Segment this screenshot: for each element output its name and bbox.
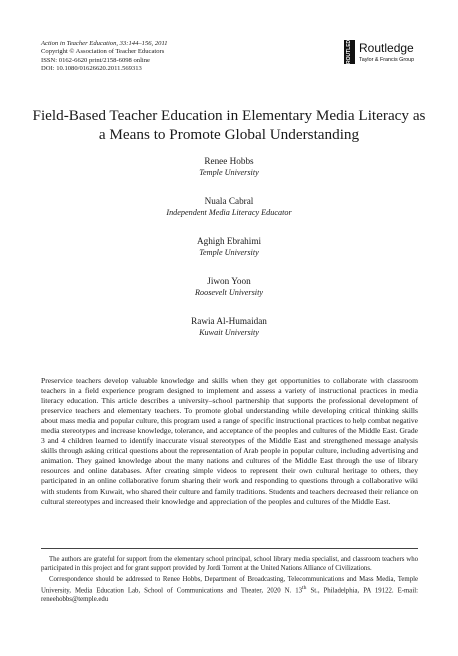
routledge-mark-icon: ROUTLEDGE — [344, 40, 355, 64]
author-block — [30, 276, 428, 316]
abstract: Preservice teachers develop valuable knowledge and skills when they get opportunities to collaborate with classroom teachers in a field experience program designed to implement and assess a variety of instructional practices in media literacy education. This article describes a university–school partnership that supports the professional development of preservice teachers and elementary teachers. To promote global understanding while developing critical thinking skills about mass media and popular culture, this program used a range of specific instructional practices to help combat negative media stereotypes and increase knowledge, tolerance, and acceptance of the peoples and cultures of the Middle East. Grade 3 and 4 children learned to identify inaccurate visual stereotypes of the Middle East and strengthened message analysis skills through asking critical questions about the representation of Arab people in popular culture, including advertising and animation. They gained knowledge about the many nations and cultures of the Middle East through the use of library resources and online databases. After creating simple videos to represent their own cultural heritage to others, they participated in an online collaborative forum sharing their work and responding to questions through a collaborative wiki with students from Kuwait, who shared their culture and family traditions. Students and teachers decreased their reliance on cultural stereotypes and increased their knowledge and appreciation of the peoples and cultures of the Middle East. — [41, 376, 418, 506]
author-name: Renee Hobbs — [204, 156, 254, 166]
author-affiliation: Independent Media Literacy Educator — [166, 208, 292, 217]
correspondence-note — [41, 576, 418, 606]
author-list — [30, 156, 428, 356]
footnote-divider — [41, 548, 418, 549]
author-name: Nuala Cabral — [204, 196, 254, 206]
routledge-logo — [344, 32, 434, 66]
author-affiliation: Kuwait University — [199, 328, 259, 337]
article-title: Field-Based Teacher Education in Elementary Media Literacy as a Means to Promote Global Understanding — [32, 107, 426, 143]
author-block — [30, 196, 428, 236]
author-block — [30, 156, 428, 196]
journal-citation: Action in Teacher Education, 33:144–156, 2011 — [41, 40, 168, 47]
author-block — [30, 316, 428, 356]
author-affiliation: Temple University — [199, 168, 259, 177]
publisher-name: Routledge — [359, 41, 414, 55]
correspondence-text: Correspondence should be addressed to Renee Hobbs, Department of Broadcasting, Telecommunications and Mass Media, Temple University, Media Education Lab, School of Communications and Theater, 2020 N. 13 — [41, 575, 418, 595]
ordinal-suffix: th — [302, 585, 307, 592]
acknowledgment-note: The authors are grateful for support from the elementary school principal, school library media specialist, and classroom teachers who participated in this project and for grant support provided by Jordi Torrent at the United Nations Alliance of Civilizations. — [41, 556, 418, 572]
publisher-tagline: Taylor & Francis Group — [359, 57, 415, 63]
doi-line: DOI: 10.1080/01626620.2011.569313 — [41, 65, 142, 73]
author-name: Rawia Al-Humaidan — [191, 316, 267, 326]
author-name: Jiwon Yoon — [207, 276, 251, 286]
article-metadata — [41, 40, 168, 74]
copyright-line: Copyright © Association of Teacher Educators — [41, 48, 165, 56]
author-affiliation: Roosevelt University — [195, 288, 263, 297]
author-name: Aghigh Ebrahimi — [196, 236, 262, 246]
issn-line: ISSN: 0162-6620 print/2158-6098 online — [41, 56, 150, 64]
correspondence-text-end: St., Philadelphia, PA 19122. E-mail: reneehobbs@temple.edu — [41, 587, 418, 604]
footnotes — [41, 556, 418, 607]
author-affiliation: Temple University — [199, 248, 259, 257]
author-block — [30, 236, 428, 276]
